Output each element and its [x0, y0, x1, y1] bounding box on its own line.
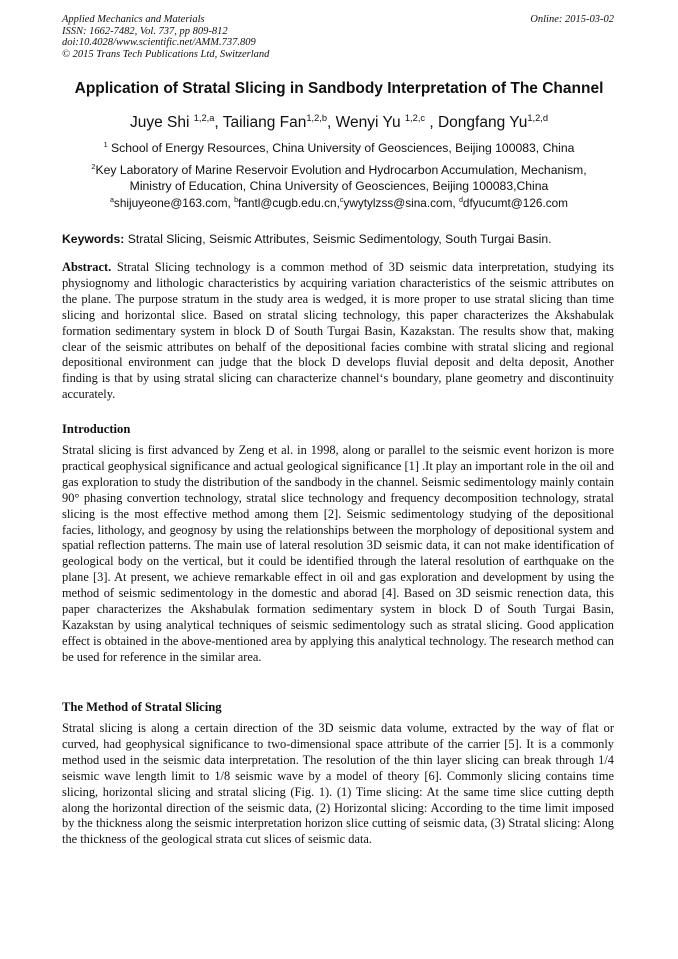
author: Tailiang Fan$^{1,2,b}$, — [222, 113, 336, 132]
author-list — [0, 113, 678, 132]
issn: ISSN: 1662-7482, Vol. 737, pp 809-812 — [62, 25, 228, 37]
doi: doi:10.4028/www.scientific.net/AMM.737.809 — [62, 37, 256, 49]
affiliation-1: $^1$ School of Energy Resources, China University of Geosciences, Beijing 100083, China — [103, 140, 575, 156]
keywords-label: Keywords: — [62, 232, 125, 246]
journal-name: Applied Mechanics and Materials — [62, 14, 205, 25]
email-list: $^a$shijuyeone@163.com, $^b$fantl@cugb.edu.cn,$^c$ywytylzss@sina.com, $^d$dfyucumt@126.com — [109, 196, 569, 210]
author: Wenyi Yu $^{1,2,c}$ , — [335, 113, 438, 132]
section-heading-method: The Method of Stratal Slicing — [62, 700, 222, 714]
copyright: © 2015 Trans Tech Publications Ltd, Switzerland — [62, 48, 270, 60]
author: Dongfang Yu$^{1,2,d}$ — [437, 113, 549, 132]
keywords: Keywords: Stratal Slicing, Seismic Attributes, Seismic Sedimentology, South Turgai Basin. — [62, 232, 552, 246]
affiliation-2: $^2$Key Laboratory of Marine Reservoir Evolution and Hydrocarbon Accumulation, Mechanism, Ministry of Education, China University of Geosciences, Beijing 100083,China — [91, 162, 587, 194]
author: Juye Shi $^{1,2,a}$, — [129, 113, 223, 132]
paper-title: Application of Stratal Slicing in Sandbody Interpretation of The Channel — [74, 80, 604, 97]
introduction-paragraph: Stratal slicing is first advanced by Zeng et al. in 1998, along or parallel to the seismic event horizon is more practical geophysical significance and actual geological significance [1] .It play an important role in the oil and gas exploration to study the distribution of the sandbody in the channel. Seismic sedimentology mainly contain 90° phasing convertion technology, stratal slice technology and frequency decomposition technology, stratal slicing is the most effective method among them [2]. Seismic sedimentology studying of the depositional facies, lithology, and geognosy by using the relationships between the morphology of depositional system and spatial reflection patterns. The main use of lateral resolution 3D seismic data, it can not make identification of geological body on the vertical, but it could be identified through the lateral resolution of earthquake on the plane [3]. At present, we achieve remarkable effect in oil and gas exploration and development by using the method of seismic sedimentology in the domestic and aborad [4]. Based on 3D seismic renection data, this paper characterizes the Akshabulak formation sedimentary system in block D of South Turgai Basin, Kazakstan by using analytical techniques of seismic sedimentology such as stratal slicing. Good application effect is obtained in the above-mentioned area by applying this analytical technology. The research method can be used for reference in the similar area. — [62, 443, 614, 664]
method-paragraph: Stratal slicing is along a certain direction of the 3D seismic data volume, extracted by the way of flat or curved, had geophysical significance to two-dimensional space attribute of the carrier [5]. It is a commonly method used in the seismic data interpretation. The resolution of the thin layer slicing can break through 1/4 seismic wave length limit to 1/8 seismic wave by a model of theory [6]. Commonly slicing contains time slicing, horizontal slicing and stratal slicing (Fig. 1). (1) Time slicing: At the same time slice cutting depth along the horizontal direction of the seismic data, (2) Horizontal slicing: According to the time limit imposed by the thickness along the seismic interpretation horizon slice cutting of seismic data, (3) Stratal slicing: Along the thickness of the geological strata cut slices of seismic data. — [62, 721, 614, 847]
section-heading-introduction: Introduction — [62, 422, 131, 436]
online-date: Online: 2015-03-02 — [530, 14, 614, 25]
publication-info — [62, 14, 269, 60]
abstract-label: Abstract. — [62, 260, 112, 274]
abstract: Abstract. Stratal Slicing technology is a common method of 3D seismic data interpretation, studying its physiognomy and lithologic characteristics by acquiring variation characteristics of the seismic attributes on the plane. The purpose stratum in the study area is wedged, it is more proper to use stratal slicing than time slicing and horizontal slice. Based on stratal slicing technology, this paper characterizes the Akshabulak formation sedimentary system in block D of South Turgai Basin, Kazakstan. The results show that, making clear of the seismic attributes on behalf of the depositional facies combine with stratal slicing and regional depositional environment can judge that the block D develops fluvial deposit and delta deposit, Another finding is that by using stratal slicing can characterize channel‘s boundary, plane geometry and discontinuity accurately. — [62, 260, 614, 402]
